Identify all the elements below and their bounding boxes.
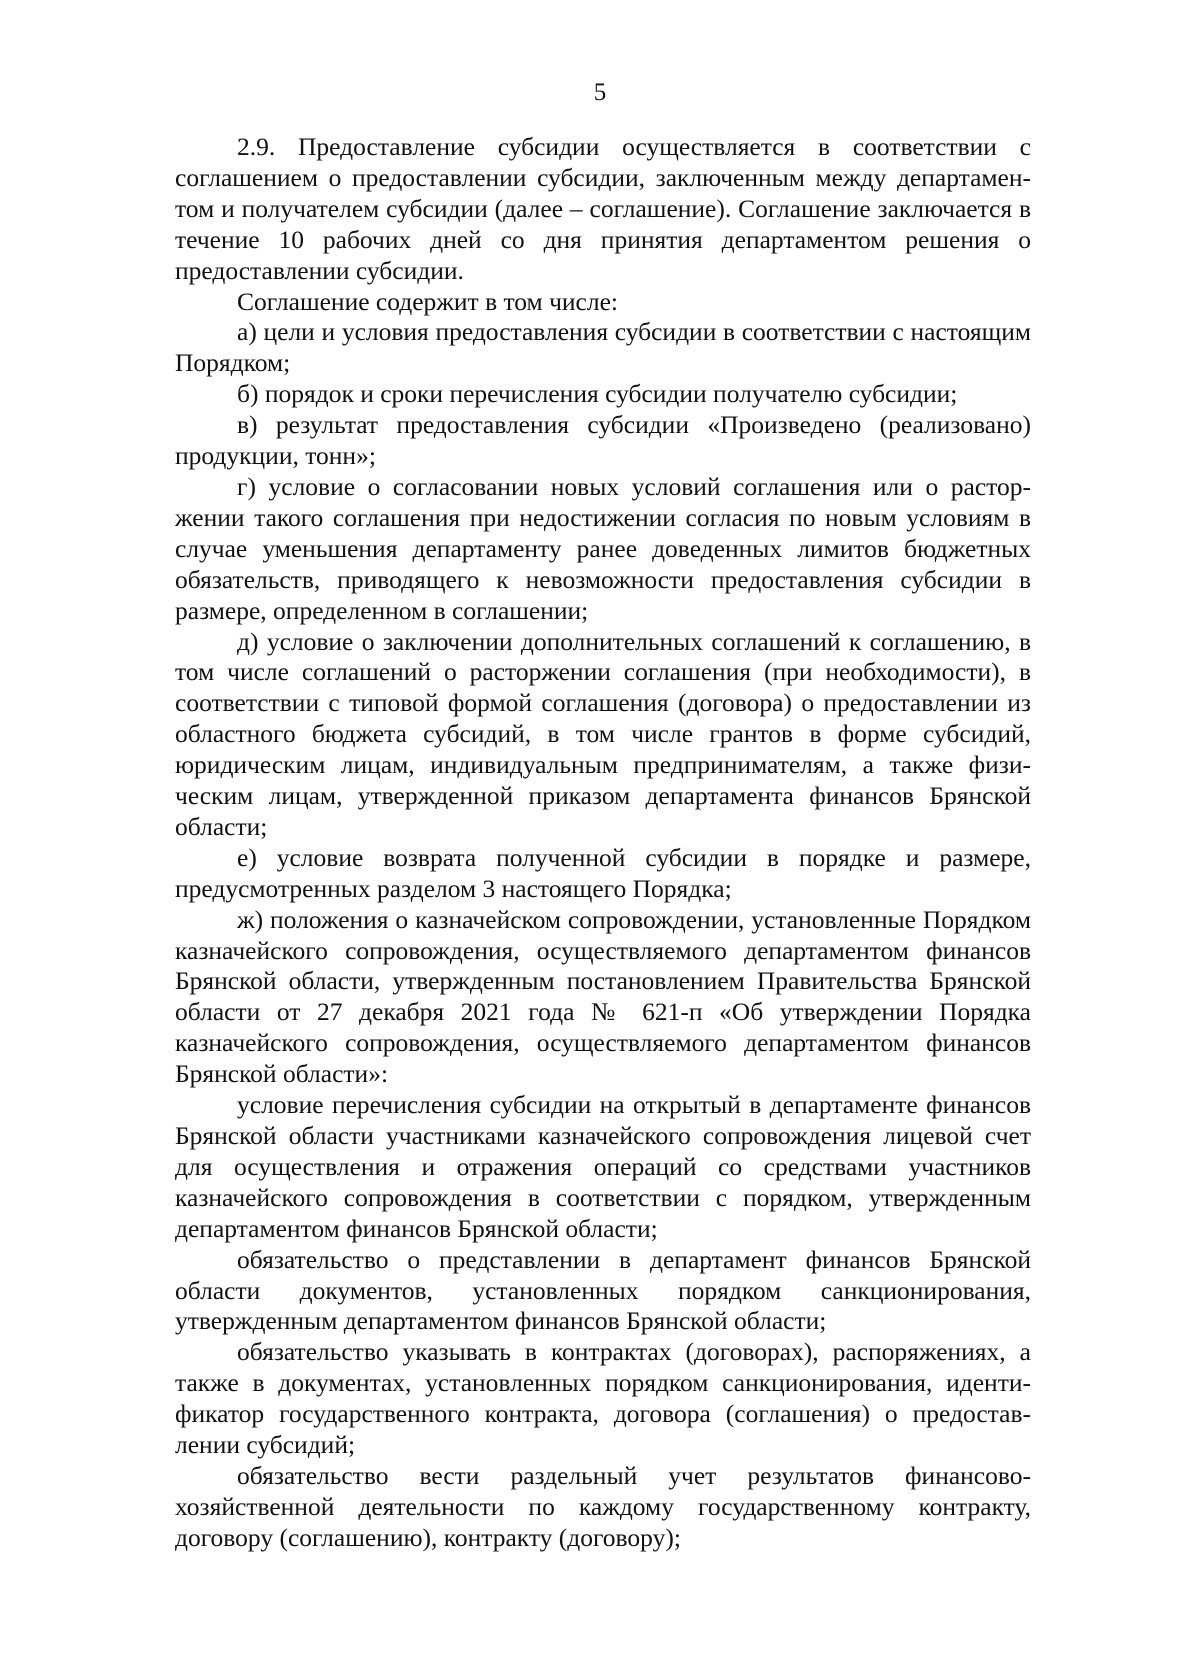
list-item-b: б) порядок и сроки перечисления субсидии получателю субсидии; <box>237 379 958 409</box>
paragraph-2-9: 2.9. Предоставление субсидии осуществляется в соответствии с соглашением о предоставлении субсидии, заключенным между департаментом и получателем субсидии (далее – соглашение). Соглашение заключается в течение 10 рабочих дней со дня принятия департаментом решения о предоставлении субсидии. <box>175 132 1031 285</box>
list-item-v: в) результат предоставления субсидии «Произведено (реализовано) продукции, тонн»; <box>175 410 1031 471</box>
page-number: 5 <box>593 79 607 106</box>
treasury-obligation-documents: обязательство о представлении в департамент финансов Брянской области документов, установленных порядком санкционирования, утвержденным департаментом финансов Брянской области; <box>175 1244 1031 1336</box>
list-item-zh: ж) положения о казначейском сопровождении, установленные Порядком казначейского сопровождения, осуществляемого департаментом финансов Брянской области, утвержденным постановлением Правительства Брянской области от 27 декабря 2021 года № 621-п «Об утверждении Порядка казначейского сопровождения, осуществляемого департаментом финансов Брянской области»: <box>175 904 1031 1089</box>
list-item-d: д) условие о заключении дополнительных соглашений к соглашению, в том числе соглашений о расторжении соглашения (при необходимости), в соответствии с типовой формой соглашения (договора) о предоставлении из областного бюджета субсидий, в том числе грантов в форме субсидий, юридическим лицам, индивидуальным предпринимателям, а также физическим лицам, утвержденной приказом департамента финансов Брянской области; <box>175 626 1031 841</box>
document-body <box>175 132 1031 1554</box>
treasury-obligation-accounting: обязательство вести раздельный учет результатов финансово-хозяйственной деятельности по каждому государственному контракту, договору (соглашению), контракту (договору); <box>175 1460 1031 1552</box>
treasury-condition-paragraph: условие перечисления субсидии на открытый в департаменте финансов Брянской области участниками казначейского сопровождения лицевой счет для осуществления и отражения операций со средствами участников казначейского сопровождения в соответствии с порядком, утвержденным департаментом финансов Брянской области; <box>175 1090 1031 1243</box>
treasury-obligation-identifier: обязательство указывать в контрактах (договорах), распоряжениях, а также в документах, установленных порядком санкционирования, идентификатор государственного контракта, договора (соглашения) о предоставлении субсидий; <box>175 1337 1031 1460</box>
list-item-g: г) условие о согласовании новых условий соглашения или о расторжении такого соглашения при недостижении согласия по новым условиям в случае уменьшения департаменту ранее доведенных лимитов бюджетных обязательств, приводящего к невозможности предоставления субсидии в размере, определенном в соглашении; <box>175 471 1031 625</box>
list-item-a: а) цели и условия предоставления субсидии в соответствии с настоящим Порядком; <box>175 317 1031 378</box>
list-item-e: е) условие возврата полученной субсидии в порядке и размере, предусмотренных разделом 3 настоящего Порядка; <box>175 842 1031 903</box>
agreement-contents-intro: Соглашение содержит в том числе: <box>237 286 618 316</box>
